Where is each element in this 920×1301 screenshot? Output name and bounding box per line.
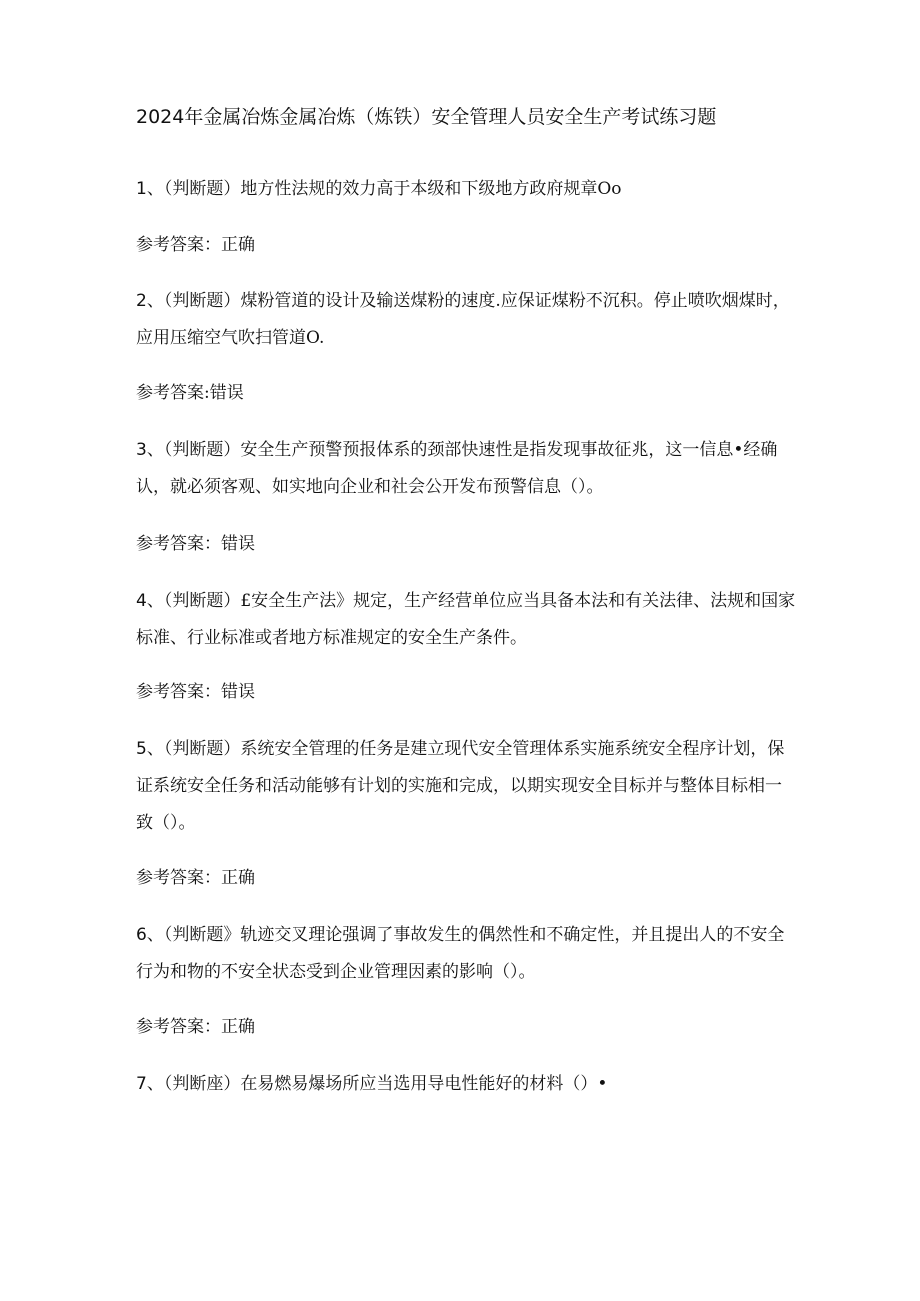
question-2 (136, 283, 796, 357)
question-separator: 、 (146, 179, 164, 199)
question-number: 7 (136, 1074, 147, 1094)
answer-1: 参考答案：正确 (136, 235, 255, 255)
answer-5: 参考答案：正确 (136, 868, 255, 888)
question-separator: 、 (146, 925, 164, 945)
question-text: （判断座）在易燃易爆场所应当选用导电性能好的材料（）• (163, 1074, 608, 1094)
question-text: （判断题）地方性法规的效力高于本级和下级地方政府规章Oo (163, 179, 622, 199)
answer-6: 参考答案：正确 (136, 1017, 255, 1037)
question-6 (136, 917, 796, 991)
question-number: 4 (136, 591, 147, 611)
answer-4: 参考答案：错误 (136, 682, 255, 702)
question-text: （判断题》轨迹交叉理论强调了事故发生的偶然性和不确定性，并且提出人的不安全行为和物的不安全状态受到企业管理因素的影响（）。 (136, 925, 785, 982)
question-number: 1 (136, 179, 147, 199)
question-5 (136, 731, 796, 842)
question-number: 3 (136, 440, 147, 460)
question-text: （判断题）系统安全管理的任务是建立现代安全管理体系实施系统安全程序计划，保证系统安全任务和活动能够有计划的实施和完成，以期实现安全目标并与整体目标相一致（）。 (136, 739, 785, 833)
question-7 (136, 1066, 796, 1103)
question-3 (136, 432, 796, 506)
question-text: （判断题）安全生产预警预报体系的颈部快速性是指发现事故征兆，这一信息•经确认，就必须客观、如实地向企业和社会公开发布预警信息（）。 (136, 440, 778, 497)
question-number: 2 (136, 291, 147, 311)
question-text: （判断题）煤粉管道的设计及输送煤粉的速度.应保证煤粉不沉积。停止喷吹烟煤时，应用压缩空气吹扫管道O. (136, 291, 790, 348)
answer-2: 参考答案:错误 (136, 383, 244, 403)
question-separator: 、 (146, 1074, 164, 1094)
question-1 (136, 171, 796, 208)
question-separator: 、 (146, 440, 164, 460)
question-separator: 、 (146, 591, 164, 611)
document-title: 2024年金属冶炼金属冶炼（炼铁）安全管理人员安全生产考试练习题 (136, 106, 717, 128)
answer-3: 参考答案：错误 (136, 534, 255, 554)
question-number: 5 (136, 739, 147, 759)
question-separator: 、 (146, 291, 164, 311)
question-text: （判断题）£安全生产法》规定，生产经营单位应当具备本法和有关法律、法规和国家标准、行业标准或者地方标准规定的安全生产条件。 (136, 591, 796, 648)
question-number: 6 (136, 925, 147, 945)
question-separator: 、 (146, 739, 164, 759)
question-4 (136, 583, 796, 657)
